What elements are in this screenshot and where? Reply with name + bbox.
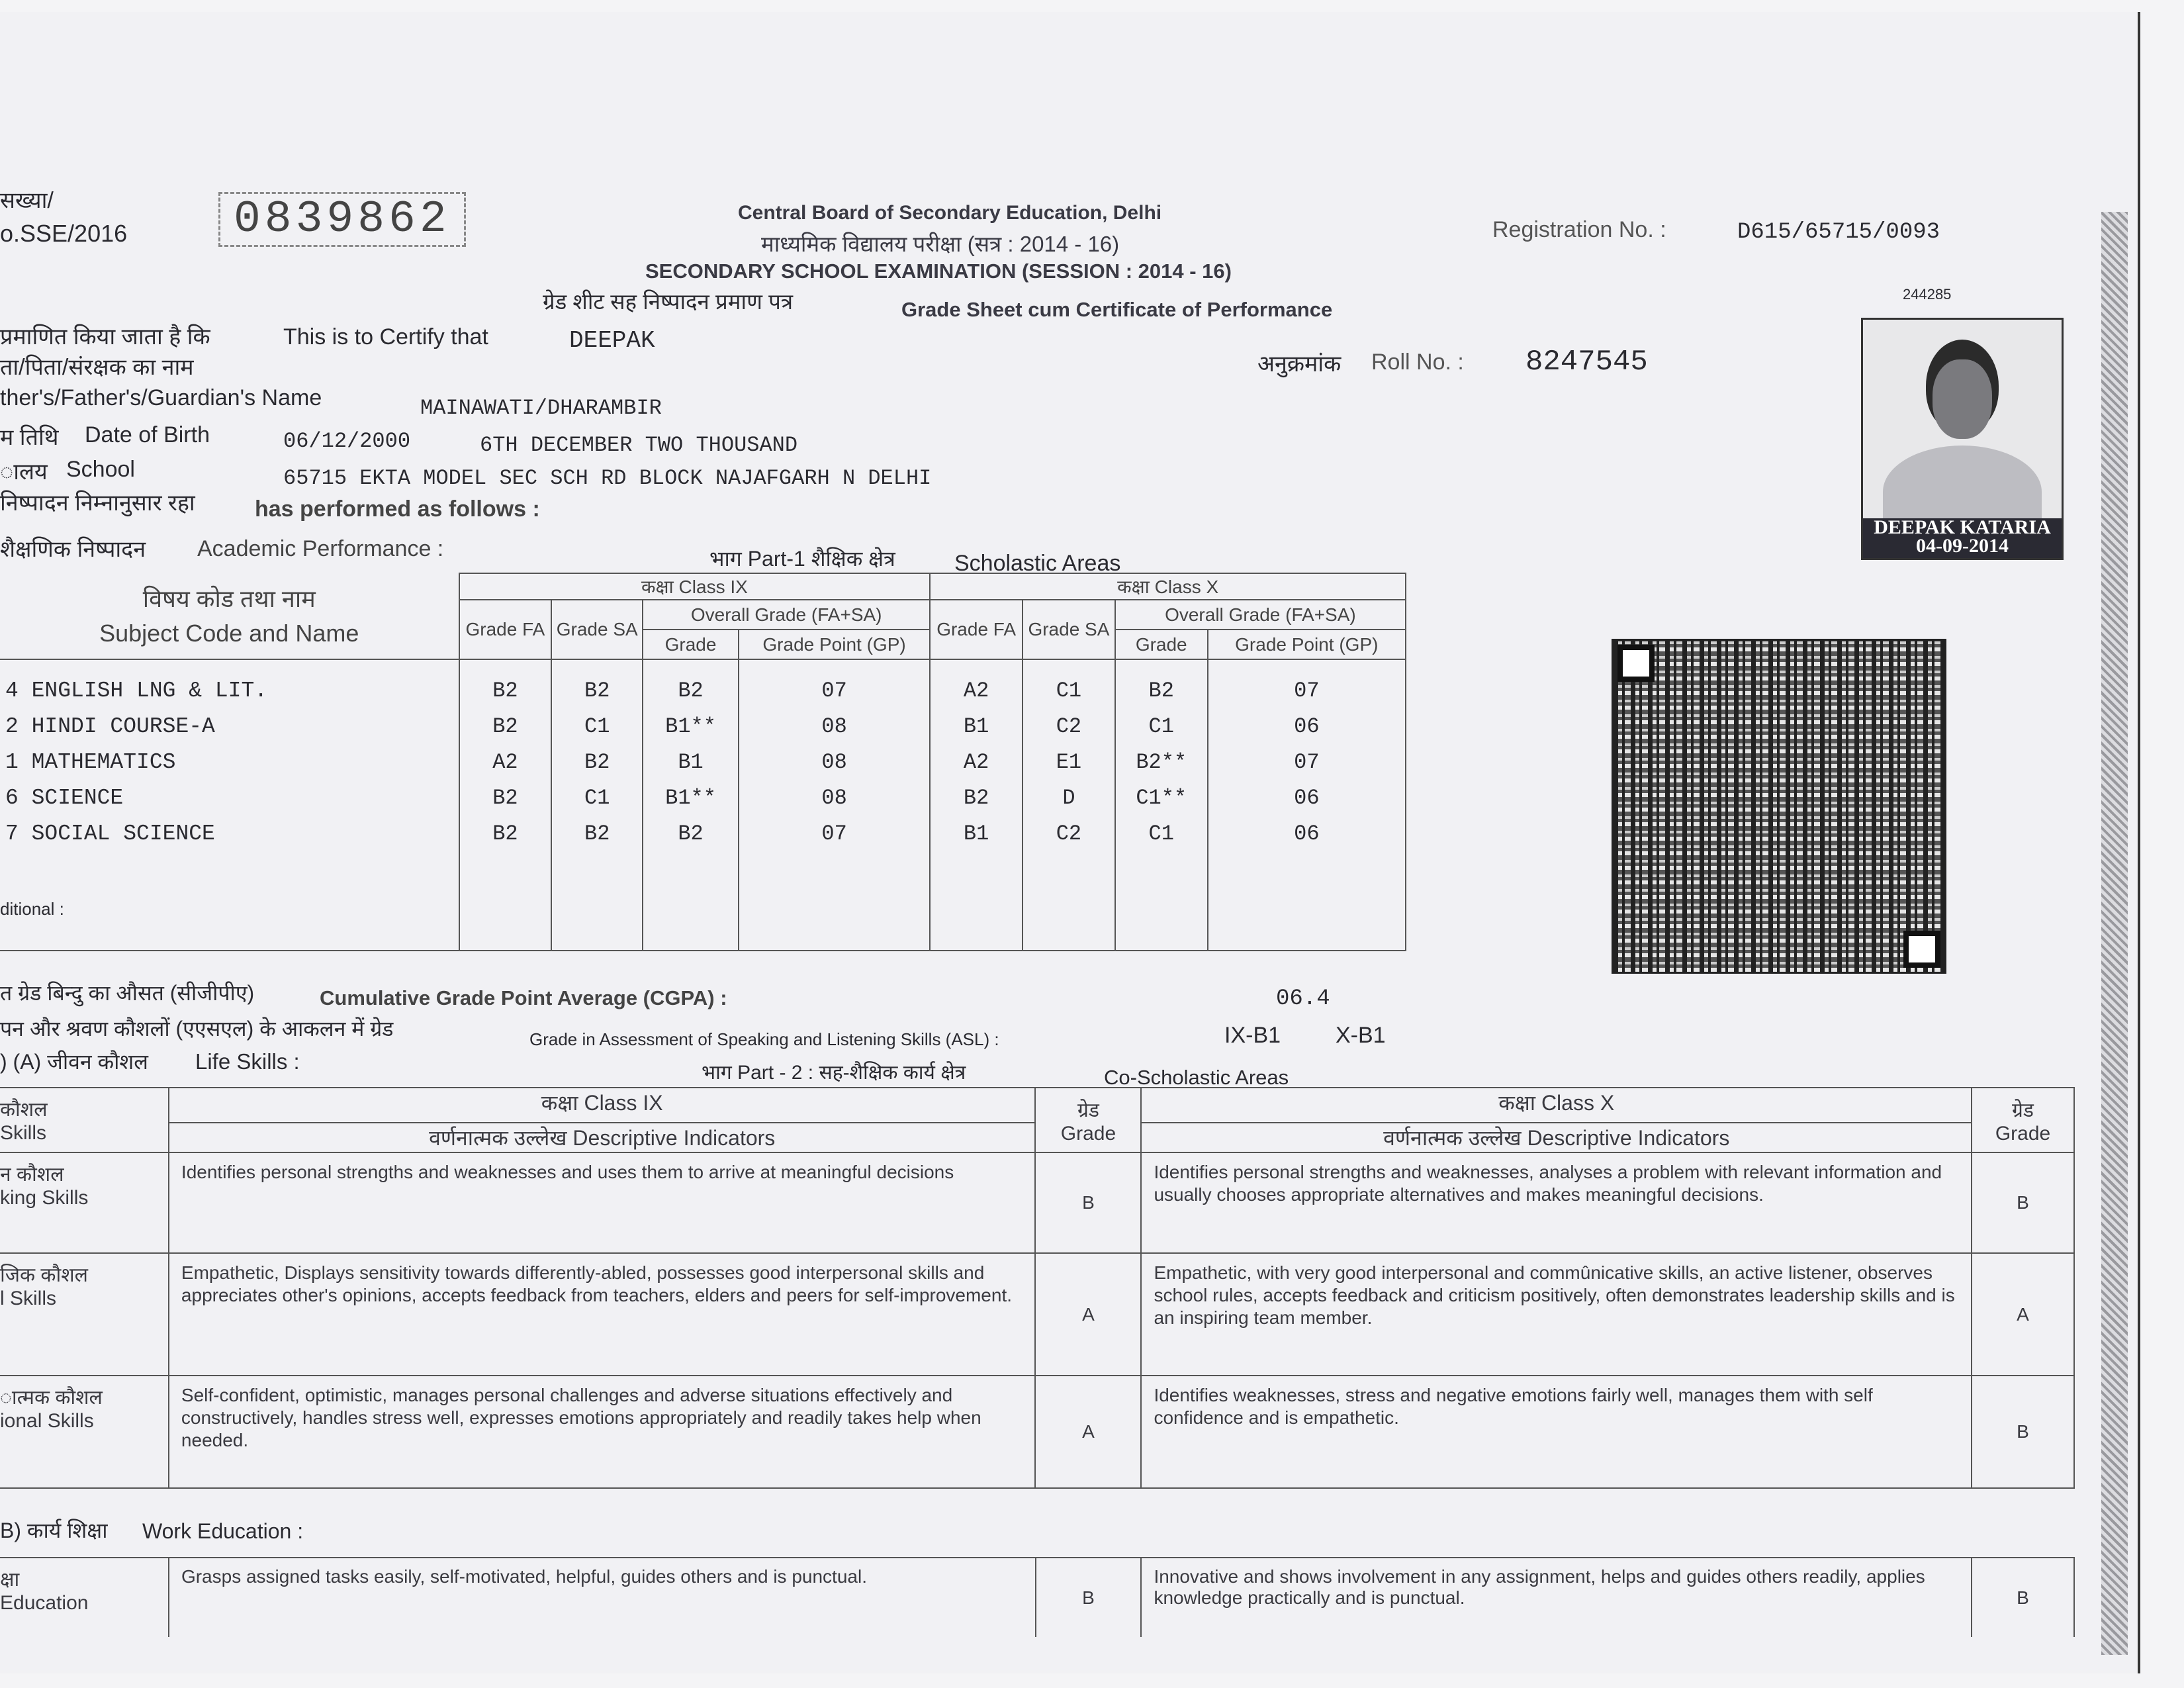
skills-header-hi: कौशल [0,1099,48,1121]
board-exam-en: SECONDARY SCHOOL EXAMINATION (SESSION : 2014 - 16) [645,259,1232,283]
serial-label-hi: सख्या/ [0,188,54,213]
co-desc10-hi: वर्णनात्मक उल्लेख [1383,1126,1522,1150]
c9-grade-header: Grade [643,630,739,659]
subject-header-en: Subject Code and Name [99,619,359,647]
c10-grade-value: A2 [963,679,989,703]
co-row [0,1253,2074,1376]
registration-label: Registration No. : [1492,217,1666,242]
co-desc9-header [169,1122,1035,1152]
c9-grade-sa-header: Grade SA [551,600,643,659]
c9-gp-value: 08 [821,750,847,774]
c10-grade-value: B1 [963,821,989,846]
c9-grade-value: B2 [492,786,518,810]
c9-overall-header: Overall Grade (FA+SA) [643,600,930,630]
co-grade10-header [1972,1088,2074,1152]
co-desc10: Identifies weaknesses, stress and negative emotions fairly well, manages them with self confidence and is empathetic. [1141,1376,1972,1488]
school-value: 65715 EKTA MODEL SEC SCH RD BLOCK NAJAFGARH N DELHI [283,466,932,491]
c9-grade-value: C1 [584,786,610,810]
c10-gp-value: 07 [1294,679,1320,703]
c10-grade-sa-header: Grade SA [1023,600,1115,659]
c10-grade-value: A2 [963,750,989,774]
additional-label: ditional : [0,899,64,919]
dob-label-hi: म तिथि [0,425,59,450]
certify-label-hi: प्रमाणित किया जाता है कि [0,324,210,350]
part2-label: भाग Part - 2 : सह-शैक्षिक कार्य क्षेत्र [702,1062,966,1084]
work-ed-label-hi: B) कार्य शिक्षा [0,1519,108,1542]
part1-label-hi: भाग Part-1 शैक्षिक क्षेत्र [709,547,895,571]
c10-grade-value: B2 [1148,679,1174,703]
life-skills-label-hi: ) (A) जीवन कौशल [0,1050,148,1074]
academic-label-en: Academic Performance : [197,536,444,561]
co-desc10-header [1142,1122,1971,1152]
co-scholastic-table [0,1087,2075,1489]
parents-name: MAINAWATI/DHARAMBIR [420,396,662,420]
dob-value: 06/12/2000 [283,429,411,453]
part2-label-en: Co-Scholastic Areas [1104,1066,1289,1089]
co-skill-name [0,1253,169,1376]
c9-grade-value: B2 [584,679,610,703]
co-row [0,1152,2074,1253]
photo-caption [1863,518,2062,558]
c10-gp-value: 06 [1294,714,1320,739]
c9-grade-value: B2 [492,714,518,739]
c10-gp-value: 06 [1294,786,1320,810]
c9-grade-value: B2 [492,821,518,846]
co-class10-title: कक्षा Class X [1498,1091,1615,1115]
co-skill-hi: न कौशल [0,1164,64,1186]
work-ed-grade10: B [1972,1558,2074,1637]
sheet-title-en: Grade Sheet cum Certificate of Performance [901,298,1333,321]
c9-grade-fa-header: Grade FA [459,600,552,659]
certify-label-en: This is to Certify that [283,324,488,350]
subject-name: 6 SCIENCE [5,786,124,810]
work-ed-desc9: Grasps assigned tasks easily, self-motivated, helpful, guides others and is punctual. [169,1558,1036,1637]
work-ed-label-en: Work Education : [142,1519,304,1543]
co-skill-en: king Skills [0,1187,89,1209]
sheet-title-hi: ग्रेड शीट सह निष्पादन प्रमाण पत्र [543,289,794,314]
c9-gp-value: 07 [821,821,847,846]
c9-grade-value: A2 [492,750,518,774]
co-grade9: A [1035,1376,1141,1488]
performed-label-hi: निष्पादन निम्नानुसार रहा [0,491,195,516]
co-grade10-en: Grade [1995,1122,2051,1145]
co-skill-hi: जिक कौशल [0,1264,88,1286]
co-skill-en: l Skills [0,1288,57,1309]
co-skill-hi: ात्मक कौशल [0,1387,103,1409]
work-education-table [0,1557,2075,1637]
co-desc9: Identifies personal strengths and weaknesses and uses them to arrive at meaningful decisions [169,1152,1036,1253]
c9-grade-value: B2 [492,679,518,703]
c9-grade-value: B2 [678,821,704,846]
c9-gp-value: 08 [821,786,847,810]
student-photo [1861,318,2064,560]
registration-number: D615/65715/0093 [1737,220,1940,245]
co-grade10: B [1972,1152,2074,1253]
co-desc10: Identifies personal strengths and weaknesses, analyses a problem with relevant information and usually chooses appropriate alternatives and makes meaningful decisions. [1141,1152,1972,1253]
asl-label-en: Grade in Assessment of Speaking and Listening Skills (ASL) : [529,1029,999,1049]
cgpa-label-en: Cumulative Grade Point Average (CGPA) : [320,986,727,1009]
subject-header-hi: विषय कोड तथा नाम [142,585,316,612]
co-grade10: A [1972,1253,2074,1376]
class9-header: कक्षा Class IX [459,573,931,600]
asl-ix: IX-B1 [1224,1023,1281,1048]
photo-caption-date: 04-09-2014 [1916,535,2009,557]
co-grade10-hi: ग्रेड [2012,1099,2034,1121]
academic-label-hi: शैक्षणिक निष्पादन [0,537,146,562]
co-desc9: Empathetic, Displays sensitivity towards differently-abled, possesses good interpersonal skills and appreciates other's opinions, accepts feedback from teachers, elders and peers for self-improvement. [169,1253,1036,1376]
work-ed-skill [0,1558,169,1637]
co-desc9-hi: वर्णनात्मक उल्लेख [429,1126,567,1150]
c9-grade-value: B1** [665,786,716,810]
c10-grade-value: B2 [963,786,989,810]
cgpa-label-hi: त ग्रेड बिन्दु का औसत (सीजीपीए) [0,981,255,1005]
qr-code [1612,639,1946,974]
c10-grade-value: C1 [1148,714,1174,739]
co-skill-en: ional Skills [0,1410,94,1432]
co-grade9-en: Grade [1060,1122,1116,1145]
photo-id: 244285 [1903,286,1952,303]
roll-label-en: Roll No. : [1371,350,1464,375]
c10-grade-fa-header: Grade FA [930,600,1023,659]
scholastic-table [0,573,1406,951]
roll-number: 8247545 [1525,346,1648,379]
co-class10-header [1141,1088,1972,1152]
cgpa-value: 06.4 [1276,986,1330,1011]
skills-header-en: Skills [0,1122,47,1144]
co-grade9-header [1035,1088,1141,1152]
performed-label-en: has performed as follows : [255,496,540,522]
co-row [0,1376,2074,1488]
co-class9-header [169,1088,1036,1152]
c10-grade-value: C1 [1148,821,1174,846]
c10-grade-header: Grade [1115,630,1208,659]
dob-words: 6TH DECEMBER TWO THOUSAND [480,433,798,457]
subject-name: 4 ENGLISH LNG & LIT. [5,679,268,703]
c9-grade-value: B2 [584,821,610,846]
serial-label-en: o.SSE/2016 [0,220,128,247]
subject-header [0,573,459,659]
dob-label-en: Date of Birth [85,422,210,447]
subject-name: 2 HINDI COURSE-A [5,714,215,739]
subject-column [0,659,459,951]
parents-label-en: ther's/Father's/Guardian's Name [0,385,322,410]
work-ed-skill-hi: क्षा [0,1569,20,1591]
work-ed-desc10: Innovative and shows involvement in any assignment, helps and guides others readily, applies knowledge practically and is punctual. [1141,1558,1972,1637]
security-border [2101,212,2128,1655]
c10-grade-value: C1** [1136,786,1187,810]
c9-grade-value: B2 [678,679,704,703]
c10-overall-header: Overall Grade (FA+SA) [1115,600,1406,630]
school-label-en: School [66,457,135,482]
c9-grade-value: B1** [665,714,716,739]
co-grade10: B [1972,1376,2074,1488]
c10-grade-value: B1 [963,714,989,739]
student-name: DEEPAK [569,327,655,354]
roll-label-hi: अनुक्रमांक [1257,352,1342,377]
c10-grade-value: C1 [1056,679,1082,703]
co-grade9: A [1035,1253,1141,1376]
c10-grade-value: E1 [1056,750,1082,774]
c10-grade-value: C2 [1056,714,1082,739]
co-class9-title: कक्षा Class IX [541,1091,663,1115]
life-skills-label-en: Life Skills : [195,1049,300,1074]
c10-grade-value: D [1062,786,1075,810]
c9-gp-value: 08 [821,714,847,739]
subject-name: 7 SOCIAL SCIENCE [5,821,215,846]
work-ed-skill-en: Education [0,1592,89,1614]
board-name: Central Board of Secondary Education, Delhi [738,202,1162,224]
board-exam-hi: माध्यमिक विद्यालय परीक्षा (सत्र : 2014 - 16) [761,232,1120,256]
c10-grade-value: B2** [1136,750,1187,774]
skills-header [0,1088,169,1152]
work-ed-grade9: B [1036,1558,1142,1637]
co-skill-name [0,1376,169,1488]
asl-x: X-B1 [1336,1023,1386,1048]
co-desc9: Self-confident, optimistic, manages personal challenges and adverse situations effectively and constructively, handles stress well, expresses emotions appropriately and readily takes help when needed. [169,1376,1036,1488]
c9-grade-value: B1 [678,750,704,774]
c10-gp-value: 07 [1294,750,1320,774]
c9-gp-header: Grade Point (GP) [739,630,930,659]
c10-grade-value: C2 [1056,821,1082,846]
c10-gp-header: Grade Point (GP) [1208,630,1406,659]
subject-name: 1 MATHEMATICS [5,750,176,774]
c9-grade-value: C1 [584,714,610,739]
part1-label-en: Scholastic Areas [954,551,1121,576]
school-label-hi: ालय [0,459,48,485]
class10-header: कक्षा Class X [930,573,1406,600]
asl-label-hi: पन और श्रवण कौशलों (एएसएल) के आकलन में ग्रेड [0,1017,394,1041]
c10-gp-value: 06 [1294,821,1320,846]
co-grade9-hi: ग्रेड [1077,1099,1099,1121]
photo-caption-name: DEEPAK KATARIA [1874,516,2051,538]
co-skill-name [0,1152,169,1253]
serial-number: 0839862 [218,192,466,247]
co-desc9-en: Descriptive Indicators [572,1126,776,1150]
co-desc10: Empathetic, with very good interpersonal and commûnicative skills, an active listener, observes school rules, accepts feedback and criticism positively, often demonstrates leadership skills and is an inspiring team member. [1141,1253,1972,1376]
co-grade9: B [1035,1152,1141,1253]
parents-label-hi: ता/पिता/संरक्षक का नाम [0,355,194,380]
co-desc10-en: Descriptive Indicators [1527,1126,1730,1150]
c9-gp-value: 07 [821,679,847,703]
c9-grade-value: B2 [584,750,610,774]
